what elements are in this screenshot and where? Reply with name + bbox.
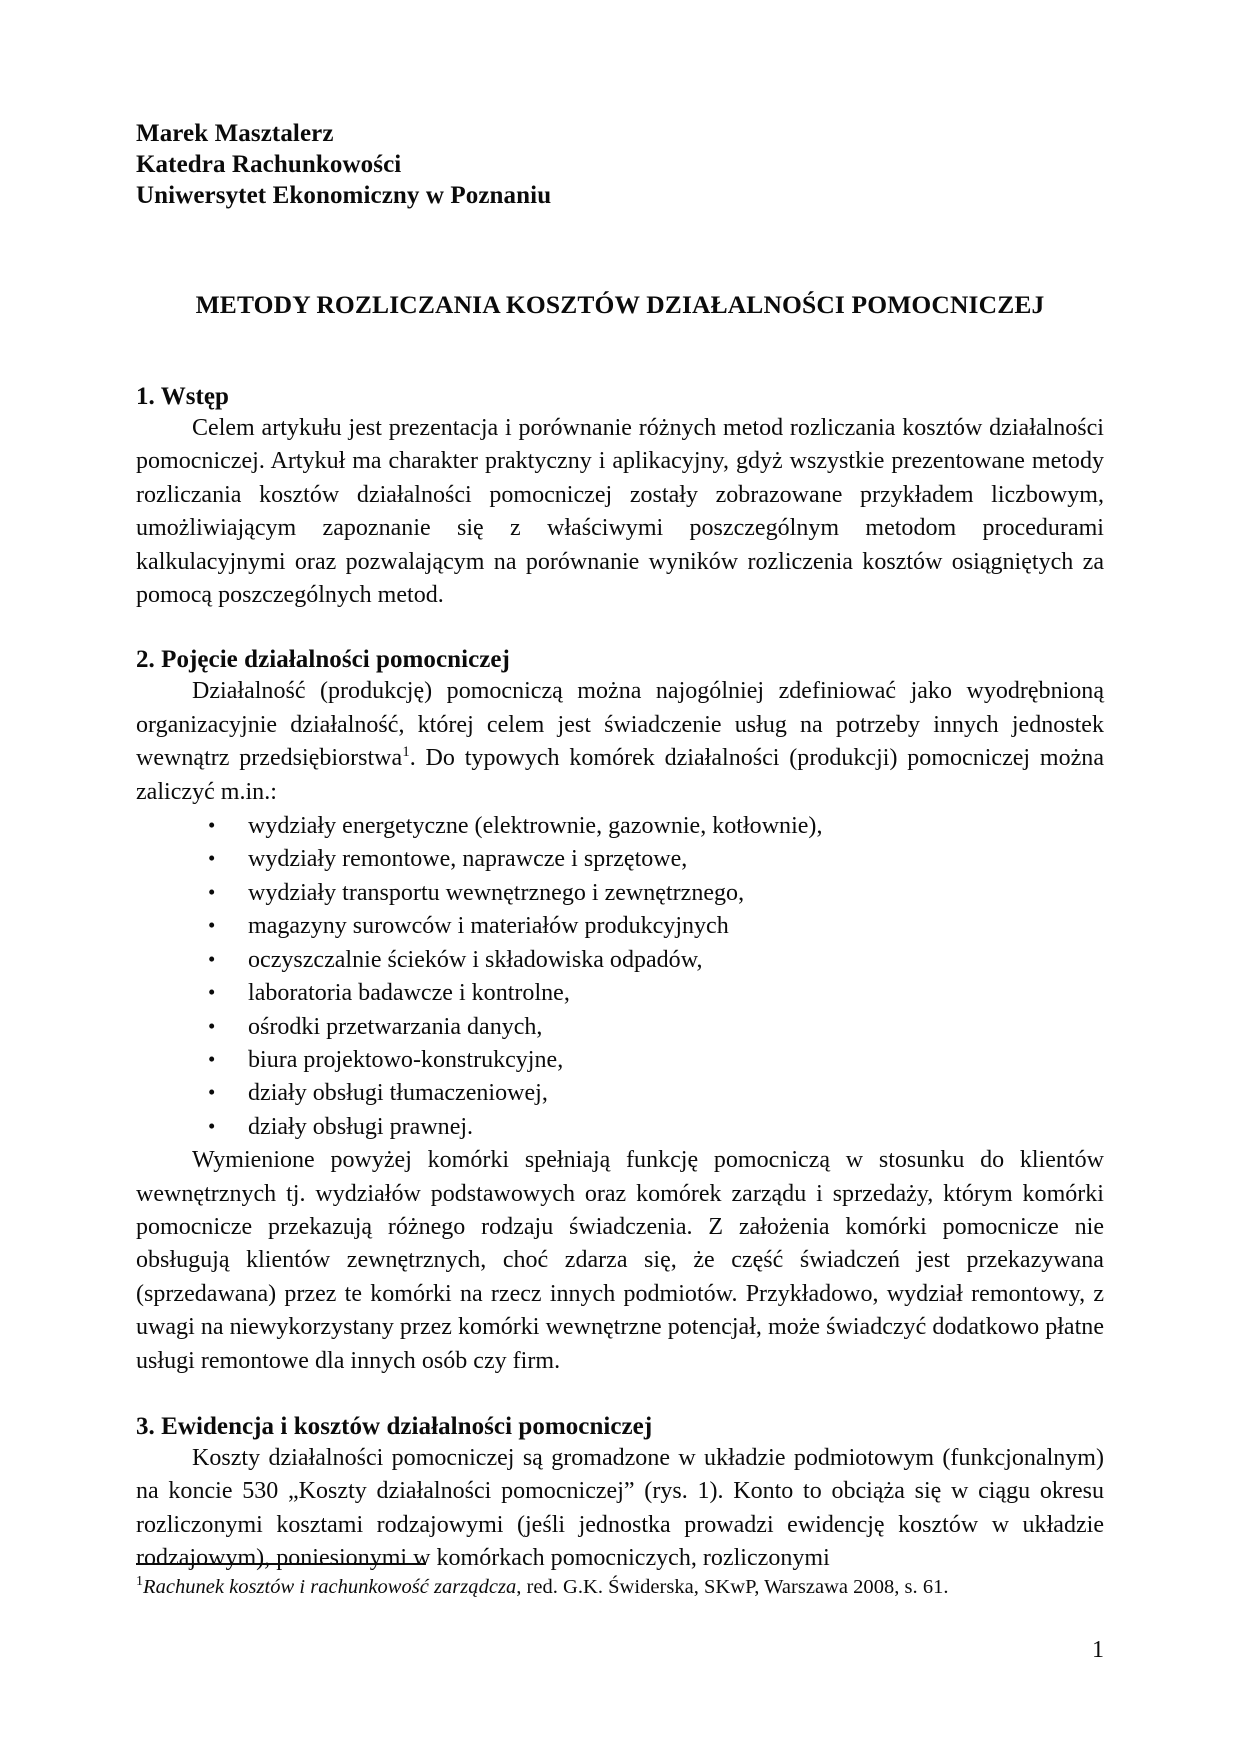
list-item: • laboratoria badawcze i kontrolne, — [136, 977, 1104, 1010]
list-item: • biura projektowo-konstrukcyjne, — [136, 1044, 1104, 1077]
list-item: • działy obsługi prawnej. — [136, 1111, 1104, 1144]
list-item: • oczyszczalnie ścieków i składowiska odpadów, — [136, 944, 1104, 977]
document-title: METODY ROZLICZANIA KOSZTÓW DZIAŁALNOŚCI POMOCNICZEJ — [195, 290, 1045, 319]
footnote-area — [136, 1563, 1104, 1600]
section-heading-pojecie: 2. Pojęcie działalności pomocniczej — [136, 646, 510, 674]
footnote-entry — [136, 1574, 1104, 1600]
paragraph-pojecie-part2: . Do typowych komórek działalności (produkcji) pomocniczej można zaliczyć m.in.: — [136, 745, 1105, 805]
paragraph-pojecie — [136, 675, 1104, 809]
auxiliary-units-list — [136, 810, 1104, 1144]
list-item: • działy obsługi tłumaczeniowej, — [136, 1077, 1104, 1110]
paragraph-pojecie-part1: Działalność (produkcję) pomocniczą można najogólniej zdefiniować jako wyodrębnioną organizacyjnie działalność, której celem jest świadczenie usług na potrzeby innych jednostek wewnątrz przedsiębiorstwa — [136, 678, 1104, 772]
list-item: • magazyny surowców i materiałów produkcyjnych — [136, 910, 1104, 943]
footnote-reference-marker[interactable]: 1 — [402, 744, 410, 761]
university-name: Uniwersytet Ekonomiczny w Poznaniu — [136, 182, 552, 209]
page-number: 1 — [1092, 1637, 1104, 1663]
page-content — [136, 118, 1104, 1576]
department-name: Katedra Rachunkowości — [136, 151, 402, 178]
paragraph-pojecie-continued: Wymienione powyżej komórki spełniają funkcję pomocniczą w stosunku do klientów wewnętrznych tj. wydziałów podstawowych oraz komórek zarządu i sprzedaży, którym komórki pomocnicze przekazują różnego rodzaju świadczenia. Z założenia komórki pomocnicze nie obsługują klientów zewnętrznych, choć zdarza się, że część świadczeń jest przekazywana (sprzedawana) przez te komórki na rzecz innych podmiotów. Przykładowo, wydział remontowy, z uwagi na niewykorzystany przez komórki wewnętrzne potencjał, może świadczyć dodatkowo płatne usługi remontowe dla innych osób czy firm. — [136, 1147, 1104, 1374]
paragraph-wstep: Celem artykułu jest prezentacja i porównanie różnych metod rozliczania kosztów działalności pomocniczej. Artykuł ma charakter praktyczny i aplikacyjny, gdyż wszystkie prezentowane metody rozliczania kosztów działalności pomocniczej zostały zobrazowane przykładem liczbowym, umożliwiającym zapoznanie się z właściwymi poszczególnym metodom procedurami kalkulacyjnymi oraz pozwalającym na porównanie wyników rozliczenia kosztów osiągniętych za pomocą poszczególnych metod. — [136, 415, 1104, 609]
paragraph-ewidencja: Koszty działalności pomocniczej są gromadzone w układzie podmiotowym (funkcjonalnym) na koncie 530 „Koszty działalności pomocniczej” (rys. 1). Konto to obciąża się w ciągu okresu rozliczonymi kosztami rodzajowymi (jeśli jednostka prowadzi ewidencję kosztów w układzie rodzajowym), poniesionymi w komórkach pomocniczych, rozliczonymi — [136, 1444, 1104, 1572]
author-affiliation-block — [136, 118, 1104, 211]
footnote-marker: 1 — [136, 1574, 144, 1590]
footnote-source-details: , red. G.K. Świderska, SKwP, Warszawa 2008, s. 61. — [516, 1576, 949, 1598]
section-heading-wstep: 1. Wstęp — [136, 383, 230, 410]
list-item: • wydziały transportu wewnętrznego i zewnętrznego, — [136, 877, 1104, 910]
footnote-separator-rule — [136, 1563, 426, 1565]
list-item: • wydziały energetyczne (elektrownie, gazownie, kotłownie), — [136, 810, 1104, 843]
footnote-source-title: Rachunek kosztów i rachunkowość zarządcza — [143, 1576, 517, 1598]
author-name: Marek Masztalerz — [136, 120, 334, 147]
section-heading-ewidencja: 3. Ewidencja i kosztów działalności pomocniczej — [136, 1412, 653, 1440]
list-item: • ośrodki przetwarzania danych, — [136, 1011, 1104, 1044]
list-item: • wydziały remontowe, naprawcze i sprzętowe, — [136, 843, 1104, 876]
